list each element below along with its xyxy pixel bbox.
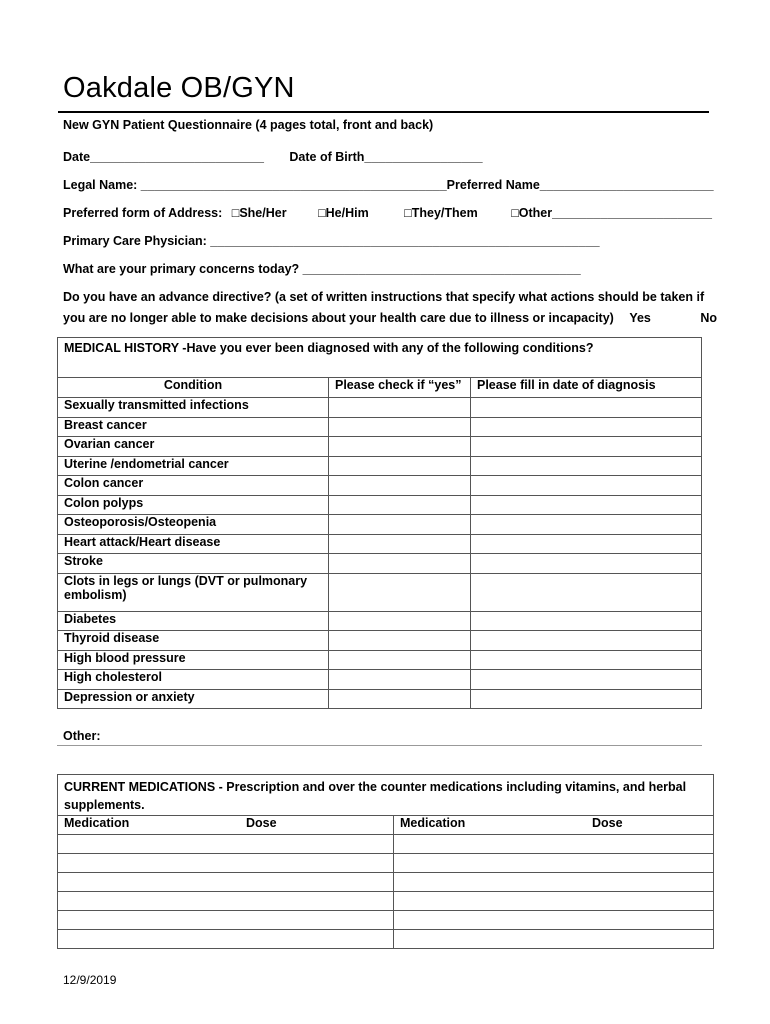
medication-entry-cell[interactable]: [394, 930, 714, 949]
check-cell[interactable]: [329, 398, 471, 418]
other-conditions-label: Other:: [63, 729, 101, 743]
col-check-yes: Please check if “yes”: [329, 378, 471, 398]
check-cell[interactable]: [329, 573, 471, 611]
medication-entry-cell[interactable]: [58, 854, 394, 873]
check-cell[interactable]: [329, 689, 471, 709]
condition-label: High blood pressure: [58, 650, 329, 670]
check-cell[interactable]: [329, 456, 471, 476]
col-medication-right: Medication: [394, 816, 587, 835]
check-cell[interactable]: [329, 611, 471, 631]
condition-label: Colon cancer: [58, 476, 329, 496]
condition-label: Osteoporosis/Osteopenia: [58, 515, 329, 535]
legal-name-field[interactable]: Legal Name: ____________________________________________Preferred Name_________________________: [63, 178, 714, 192]
check-cell[interactable]: [329, 631, 471, 651]
current-medications-heading: CURRENT MEDICATIONS - Prescription and over the counter medications including vitamins, and herbal supplements.: [58, 775, 714, 816]
advance-directive-row: [63, 311, 717, 325]
condition-label: Sexually transmitted infections: [58, 398, 329, 418]
condition-label: Thyroid disease: [58, 631, 329, 651]
advance-yes-option[interactable]: Yes: [629, 311, 651, 325]
condition-label: Heart attack/Heart disease: [58, 534, 329, 554]
date-cell[interactable]: [471, 611, 702, 631]
condition-label: Breast cancer: [58, 417, 329, 437]
check-cell[interactable]: [329, 476, 471, 496]
check-cell[interactable]: [329, 515, 471, 535]
medication-entry-cell[interactable]: [58, 835, 394, 854]
date-cell[interactable]: [471, 398, 702, 418]
they-them-checkbox[interactable]: □They/Them: [404, 206, 478, 220]
condition-label: Depression or anxiety: [58, 689, 329, 709]
date-cell[interactable]: [471, 476, 702, 496]
address-row: [63, 206, 712, 220]
date-cell[interactable]: [471, 437, 702, 457]
date-row: [63, 150, 483, 164]
condition-label: Colon polyps: [58, 495, 329, 515]
concerns-field[interactable]: What are your primary concerns today? ________________________________________: [63, 262, 581, 276]
date-cell[interactable]: [471, 456, 702, 476]
page-title: Oakdale OB/GYN: [63, 72, 295, 104]
condition-label: Diabetes: [58, 611, 329, 631]
date-field[interactable]: Date_________________________: [63, 150, 264, 164]
check-cell[interactable]: [329, 495, 471, 515]
medication-entry-cell[interactable]: [394, 892, 714, 911]
check-cell[interactable]: [329, 417, 471, 437]
advance-no-option[interactable]: No: [700, 311, 718, 325]
title-divider: [58, 111, 709, 113]
condition-label: Uterine /endometrial cancer: [58, 456, 329, 476]
she-her-checkbox[interactable]: □She/Her: [231, 206, 287, 220]
address-label: Preferred form of Address:: [63, 206, 223, 220]
condition-label: Stroke: [58, 554, 329, 574]
check-cell[interactable]: [329, 650, 471, 670]
col-condition: Condition: [58, 378, 329, 398]
he-him-checkbox[interactable]: □He/Him: [318, 206, 369, 220]
check-cell[interactable]: [329, 670, 471, 690]
date-cell[interactable]: [471, 689, 702, 709]
medication-entry-cell[interactable]: [58, 911, 394, 930]
date-cell[interactable]: [471, 515, 702, 535]
date-cell[interactable]: [471, 417, 702, 437]
date-cell[interactable]: [471, 631, 702, 651]
condition-label: Clots in legs or lungs (DVT or pulmonary embolism): [58, 573, 329, 611]
medication-entry-cell[interactable]: [394, 835, 714, 854]
date-cell[interactable]: [471, 554, 702, 574]
col-diagnosis-date: Please fill in date of diagnosis: [471, 378, 702, 398]
check-cell[interactable]: [329, 437, 471, 457]
date-cell[interactable]: [471, 534, 702, 554]
footer-date: 12/9/2019: [63, 973, 117, 987]
date-cell[interactable]: [471, 495, 702, 515]
col-dose-left: Dose: [240, 816, 394, 835]
date-cell[interactable]: [471, 573, 702, 611]
advance-directive-question-cont: you are no longer able to make decisions about your health care due to illness or incapacity): [63, 311, 614, 325]
condition-label: Ovarian cancer: [58, 437, 329, 457]
medication-entry-cell[interactable]: [394, 873, 714, 892]
condition-label: High cholesterol: [58, 670, 329, 690]
medical-history-table: [57, 337, 702, 709]
other-conditions-line[interactable]: [57, 745, 702, 746]
date-cell[interactable]: [471, 670, 702, 690]
current-medications-table: [57, 774, 714, 949]
advance-directive-question: Do you have an advance directive? (a set of written instructions that specify what actions should be taken if: [63, 290, 705, 304]
medication-entry-cell[interactable]: [58, 873, 394, 892]
col-dose-right: Dose: [586, 816, 714, 835]
col-medication-left: Medication: [58, 816, 241, 835]
check-cell[interactable]: [329, 534, 471, 554]
pcp-field[interactable]: Primary Care Physician: ________________________________________________________: [63, 234, 600, 248]
medication-entry-cell[interactable]: [394, 854, 714, 873]
date-cell[interactable]: [471, 650, 702, 670]
subtitle: New GYN Patient Questionnaire (4 pages total, front and back): [63, 118, 434, 132]
medication-entry-cell[interactable]: [58, 892, 394, 911]
dob-field[interactable]: Date of Birth_________________: [289, 150, 483, 164]
medication-entry-cell[interactable]: [394, 911, 714, 930]
medical-history-heading: MEDICAL HISTORY -Have you ever been diagnosed with any of the following conditions?: [58, 338, 702, 378]
check-cell[interactable]: [329, 554, 471, 574]
medication-entry-cell[interactable]: [58, 930, 394, 949]
other-pronoun-checkbox[interactable]: □Other_______________________: [511, 206, 712, 220]
